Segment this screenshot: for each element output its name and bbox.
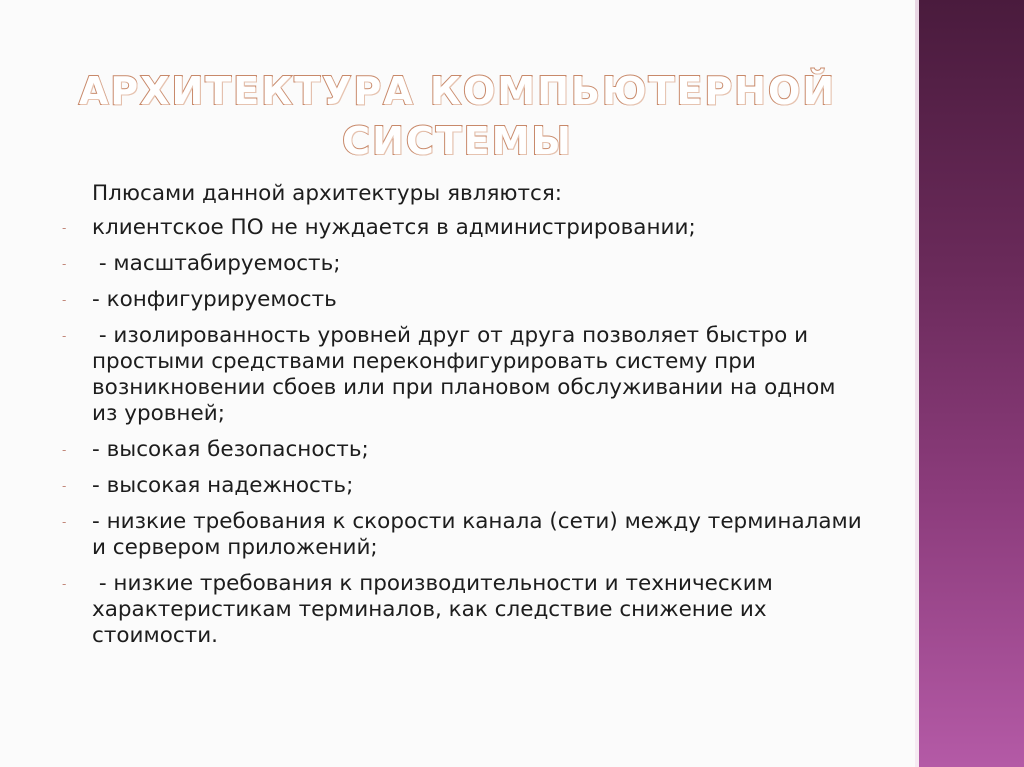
bullet-marker: - [62,257,67,271]
list-item [62,323,862,427]
list-item [62,509,869,561]
bullet-marker: - [62,515,67,529]
list-item [62,473,862,499]
slide-title-line-1: АРХИТЕКТУРА КОМПЬЮТЕРНОЙ [78,69,837,113]
list-item-text: - конфигурируемость [92,287,337,312]
list-item-text: - низкие требования к производительности и техническим характеристикам терминалов, как следствие снижение их стоимости. [92,571,780,648]
intro-text: Плюсами данной архитектуры являются: [92,181,563,206]
bullet-marker: - [62,479,67,493]
list-item-text: - высокая надежность; [92,473,354,498]
bullet-marker: - [62,221,67,235]
list-item-text: клиентское ПО не нуждается в администрировании; [92,215,696,240]
list-item [62,251,862,277]
bullet-marker: - [62,577,67,591]
list-item-text: - масштабируемость; [92,251,341,276]
decorative-side-panel [915,0,1024,767]
bullet-marker: - [62,293,67,307]
slide-title [40,66,875,166]
list-item [62,571,862,649]
list-item [62,287,862,313]
advantages-list [62,215,869,649]
list-item [62,215,862,241]
list-item [62,437,862,463]
list-item-text: - низкие требования к скорости канала (сети) между терминалами и сервером приложений; [92,509,869,560]
list-item-text: - высокая безопасность; [92,437,369,462]
list-item-text: - изолированность уровней друг от друга позволяет быстро и простыми средствами переконфигурировать систему при возникновении сбоев или при плановом обслуживании на одном из уровней; [92,323,843,426]
slide-body [62,181,869,659]
bullet-marker: - [62,329,67,343]
bullet-marker: - [62,443,67,457]
slide-title-line-2: СИСТЕМЫ [342,119,573,163]
